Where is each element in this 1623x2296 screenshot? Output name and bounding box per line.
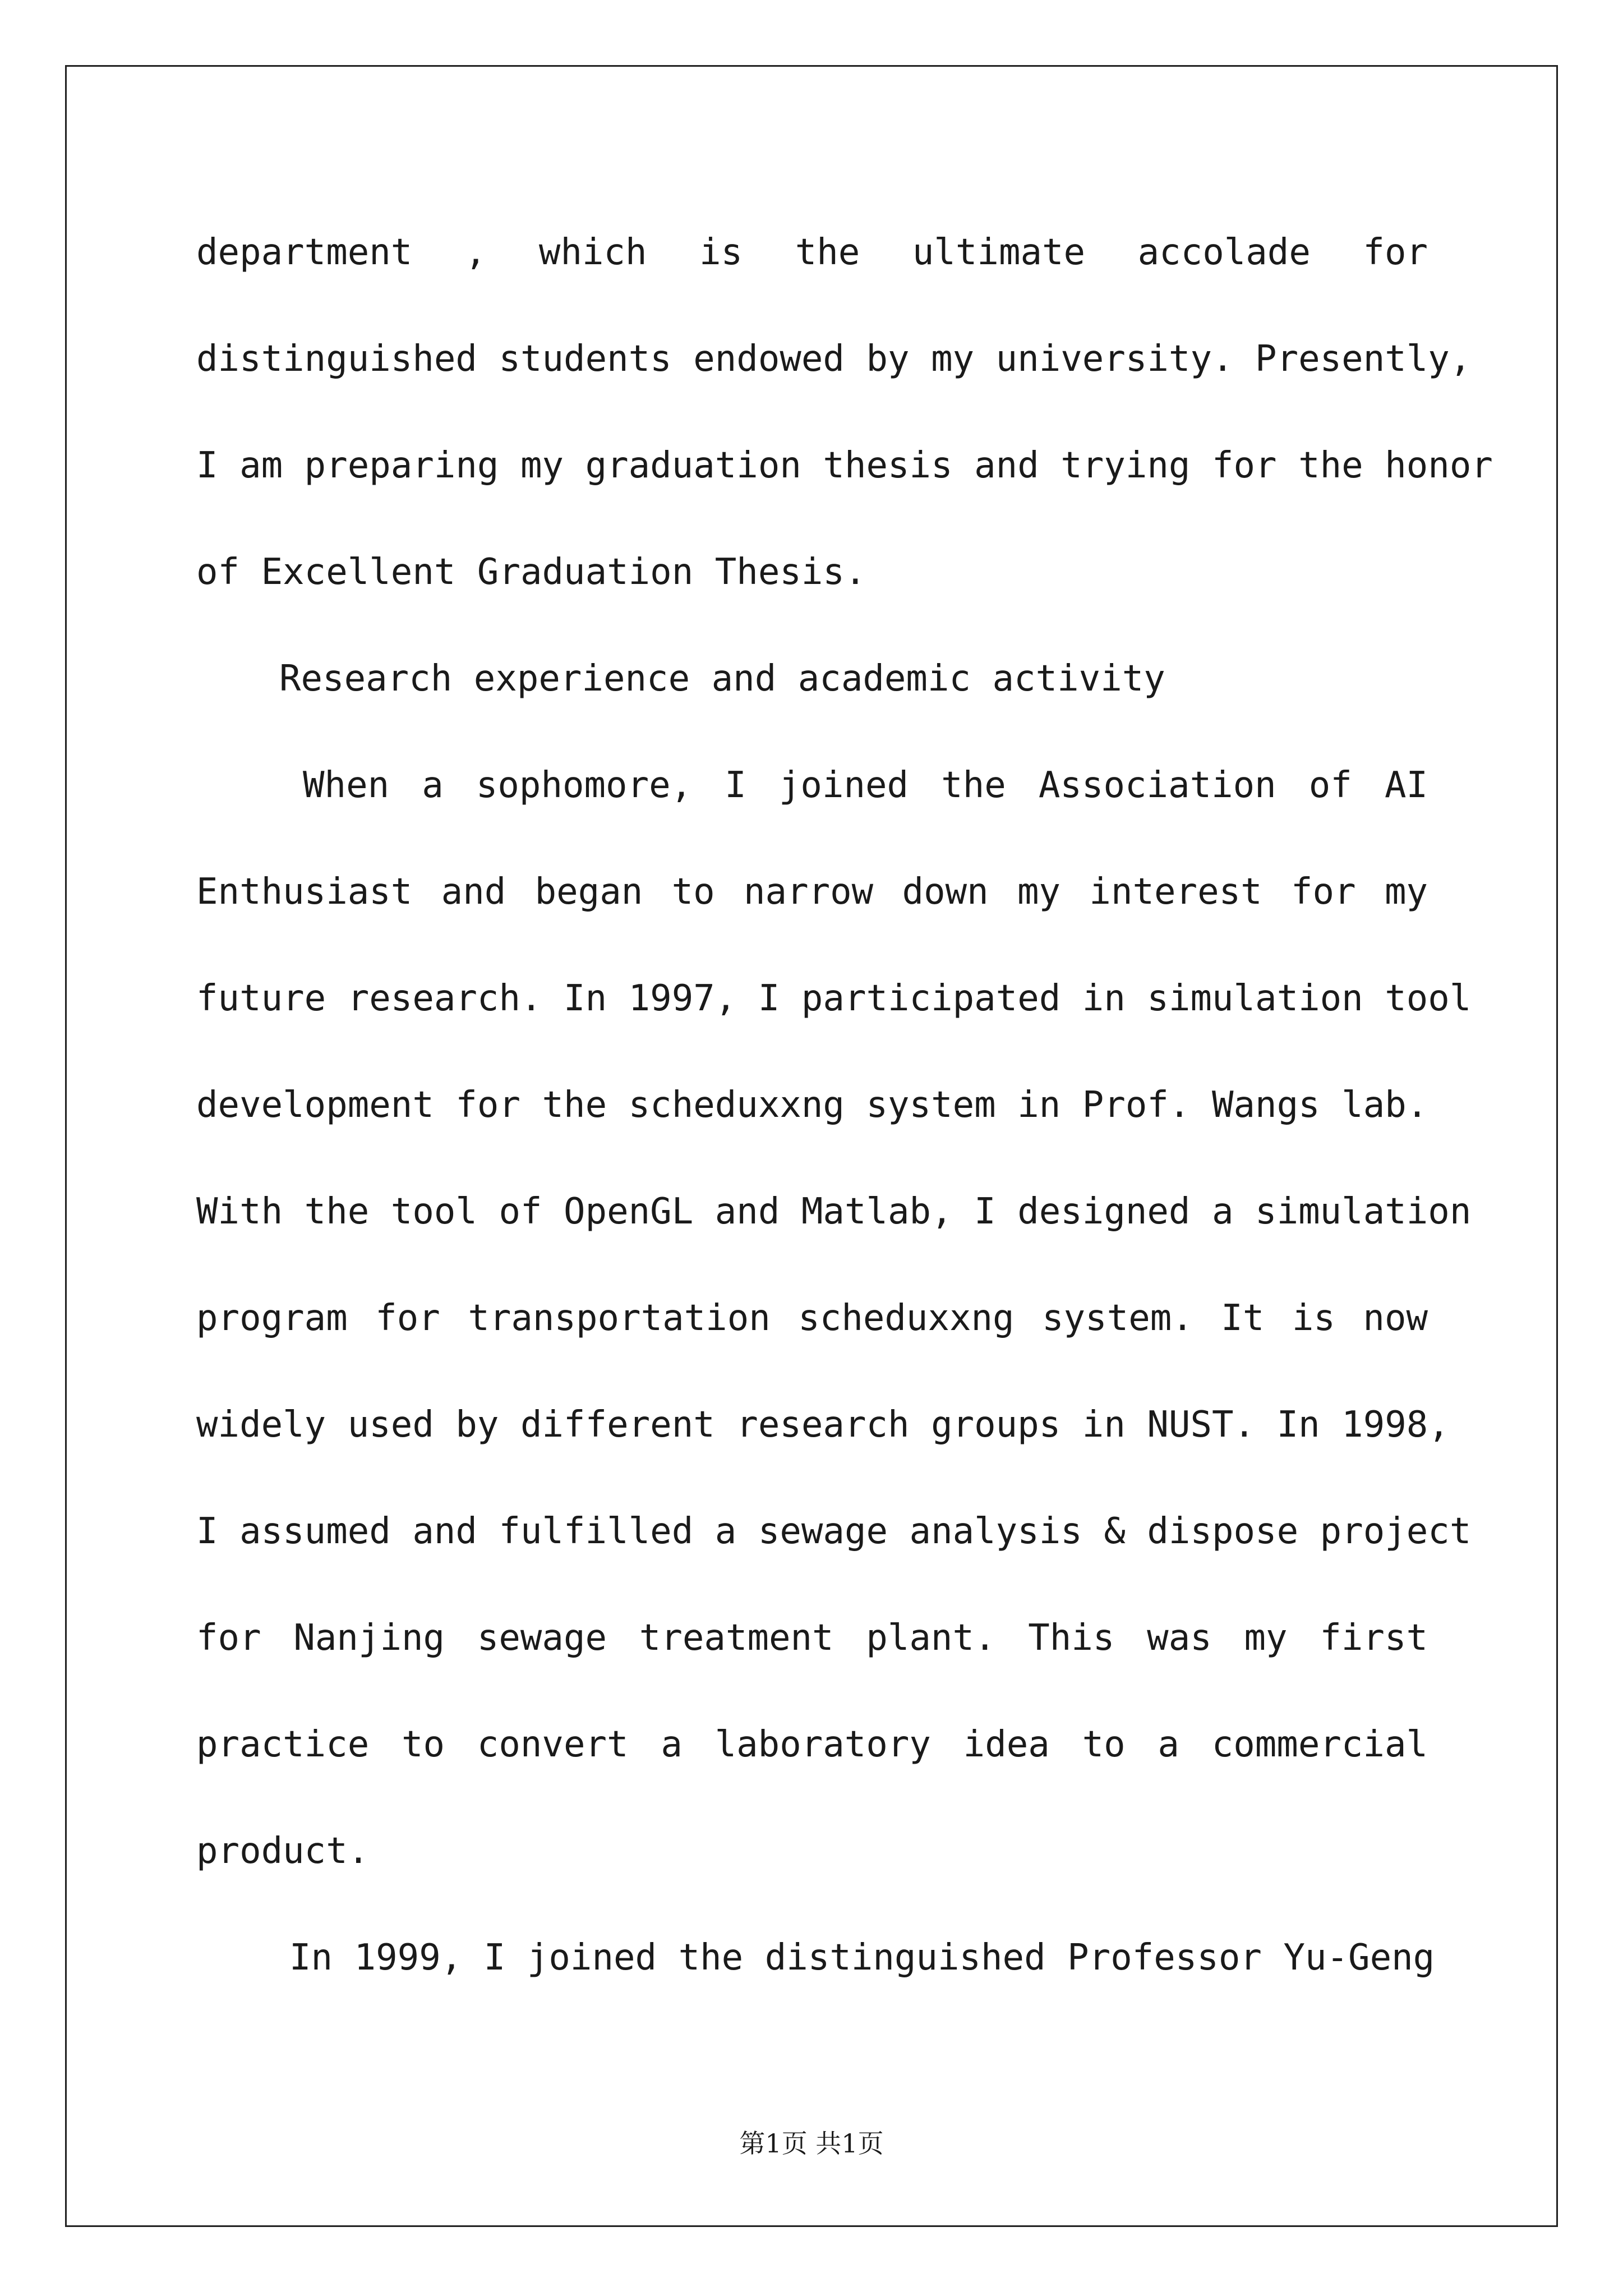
text-line: I assumed and fulfilled a sewage analysis & dispose project bbox=[196, 1511, 1472, 1552]
text-line: of Excellent Graduation Thesis. bbox=[196, 551, 866, 593]
text-line: Enthusiast and began to narrow down my interest for my bbox=[196, 871, 1428, 913]
text-line: I am preparing my graduation thesis and trying for the honor bbox=[196, 445, 1493, 486]
text-line: product. bbox=[196, 1830, 370, 1872]
page-number-footer: 第1页 共1页 bbox=[739, 2128, 884, 2159]
text-line: With the tool of OpenGL and Matlab, I designed a simulation bbox=[196, 1191, 1472, 1232]
paragraph-first-line: When a sophomore, I joined the Association of AI bbox=[303, 765, 1428, 806]
text-line: practice to convert a laboratory idea to a commercial bbox=[196, 1724, 1428, 1765]
text-line: development for the scheduxxng system in Prof. Wangs lab. bbox=[196, 1084, 1428, 1126]
text-line: program for transportation scheduxxng system. It is now bbox=[196, 1297, 1428, 1339]
section-heading: Research experience and academic activity bbox=[279, 658, 1165, 700]
text-line: widely used by different research groups in NUST. In 1998, bbox=[196, 1404, 1450, 1446]
text-line: for Nanjing sewage treatment plant. This was my first bbox=[196, 1617, 1428, 1659]
page-border bbox=[65, 65, 1558, 2227]
text-line: distinguished students endowed by my university. Presently, bbox=[196, 338, 1472, 380]
text-line: future research. In 1997, I participated in simulation tool bbox=[196, 978, 1472, 1019]
paragraph-first-line: In 1999, I joined the distinguished Professor Yu-Geng bbox=[289, 1937, 1435, 1978]
text-line: department , which is the ultimate accolade for bbox=[196, 232, 1428, 273]
